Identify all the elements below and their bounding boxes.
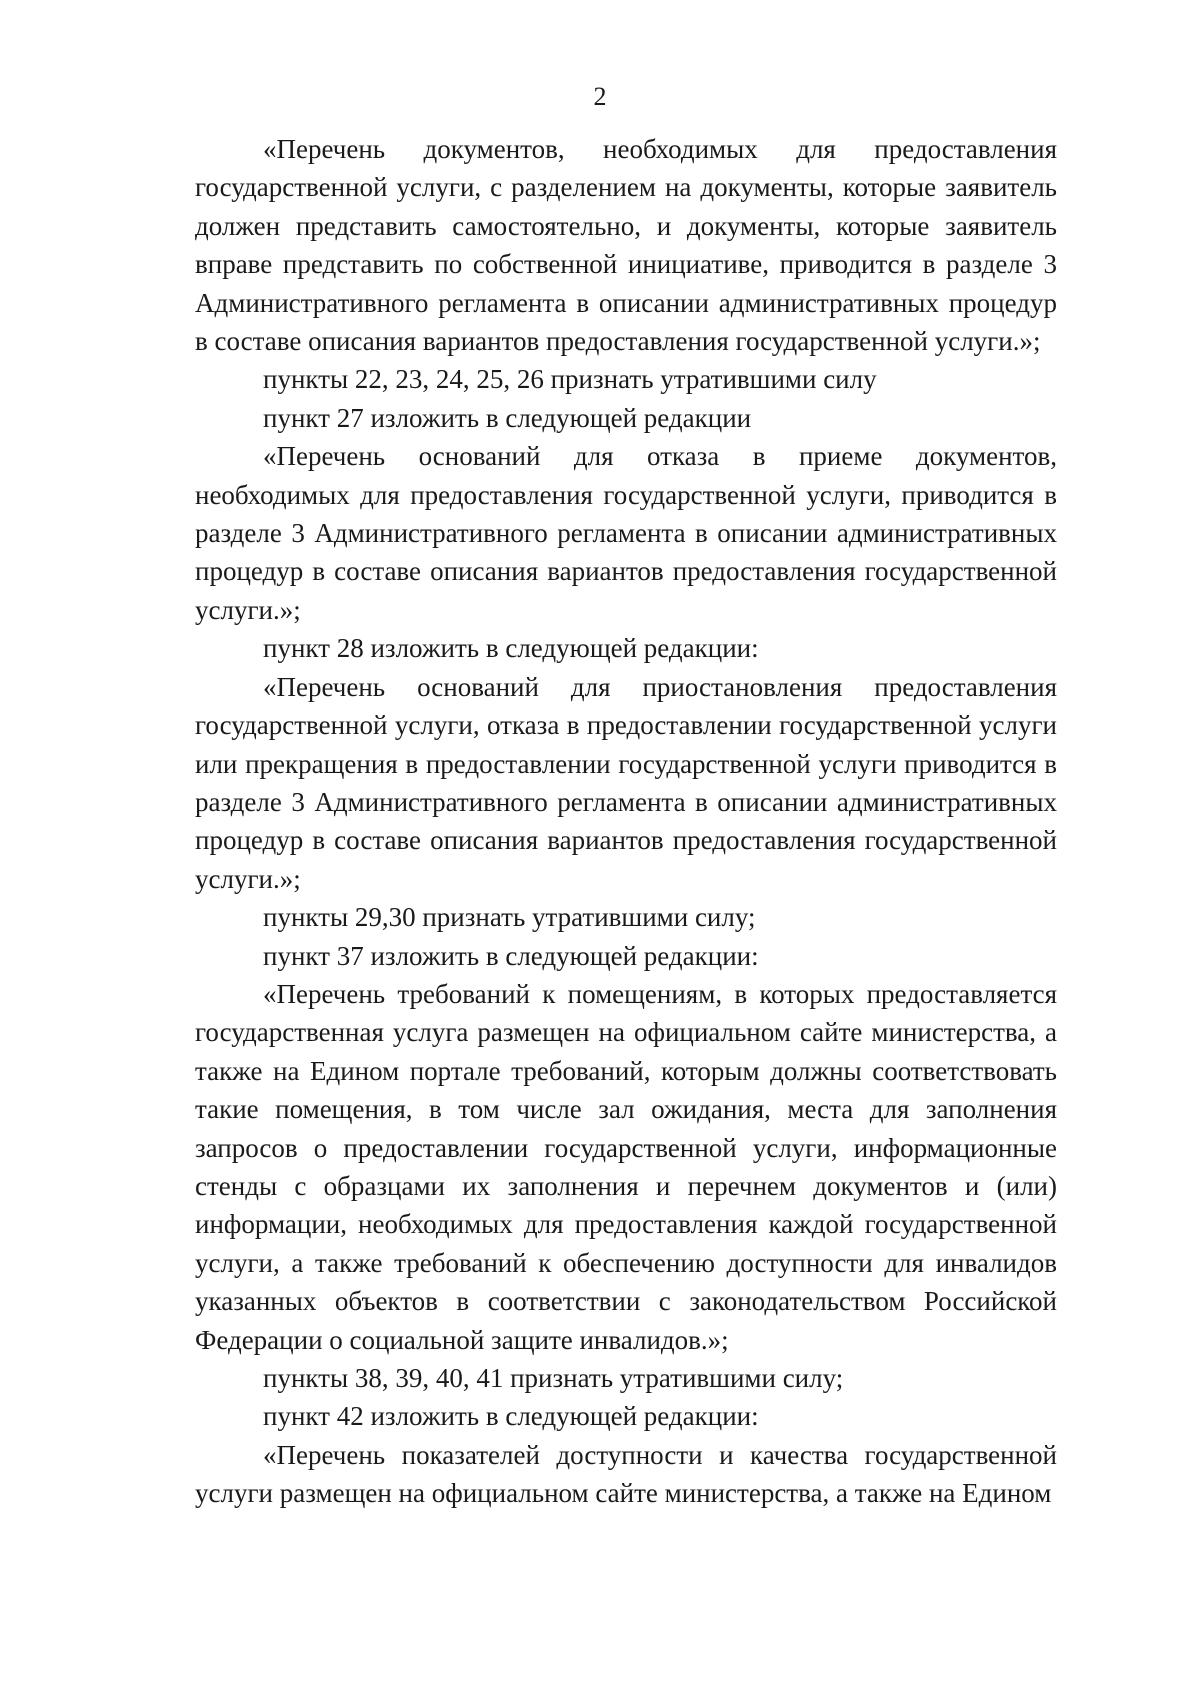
paragraph-items-22-26-repealed: пункты 22, 23, 24, 25, 26 признать утратившими силу [263,364,877,395]
paragraph-item-37-amend: пункт 37 изложить в следующей редакции: [263,940,759,971]
paragraph-documents-list: «Перечень документов, необходимых для предоставления государственной услуги, с разделением на документы, которые заявитель должен представить самостоятельно, и документы, которые заявитель вправе представить по собственной инициативе, приводится в разделе 3 Административного регламента в описании административных процедур в составе описания вариантов предоставления государственной услуги.»; [195,134,1057,357]
page-number: 2 [593,82,607,111]
document-body [195,130,1057,1513]
paragraph-suspension-grounds: «Перечень оснований для приостановления предоставления государственной услуги, отказа в предоставлении государственной услуги или прекращения в предоставлении государственной услуги приводится в разделе 3 Административного регламента в описании административных процедур в составе описания вариантов предоставления государственной услуги.»; [195,671,1057,894]
paragraph-item-28-amend: пункт 28 изложить в следующей редакции: [263,633,759,664]
paragraph-items-29-30-repealed: пункты 29,30 признать утратившими силу; [263,902,756,933]
paragraph-item-42-amend: пункт 42 изложить в следующей редакции: [263,1401,759,1432]
paragraph-premises-requirements: «Перечень требований к помещениям, в которых предоставляется государственная услуга размещен на официальном сайте министерства, а также на Едином портале требований, которым должны соответствовать такие помещения, в том числе зал ожидания, места для заполнения запросов о предоставлении государственной услуги, информационные стенды с образцами их заполнения и перечнем документов и (или) информации, необходимых для предоставления каждой государственной услуги, а также требований к обеспечению доступности для инвалидов указанных объектов в соответствии с законодательством Российской Федерации о социальной защите инвалидов.»; [195,978,1057,1355]
paragraph-items-38-41-repealed: пункты 38, 39, 40, 41 признать утратившими силу; [263,1363,844,1393]
paragraph-refusal-grounds: «Перечень оснований для отказа в приеме документов, необходимых для предоставления государственной услуги, приводится в разделе 3 Административного регламента в описании административных процедур в составе описания вариантов предоставления государственной услуги.»; [195,441,1057,625]
paragraph-accessibility-indicators: «Перечень показателей доступности и качества государственной услуги размещен на официальном сайте министерства, а также на Едином [195,1439,1057,1509]
paragraph-item-27-amend: пункт 27 изложить в следующей редакции [263,402,752,433]
